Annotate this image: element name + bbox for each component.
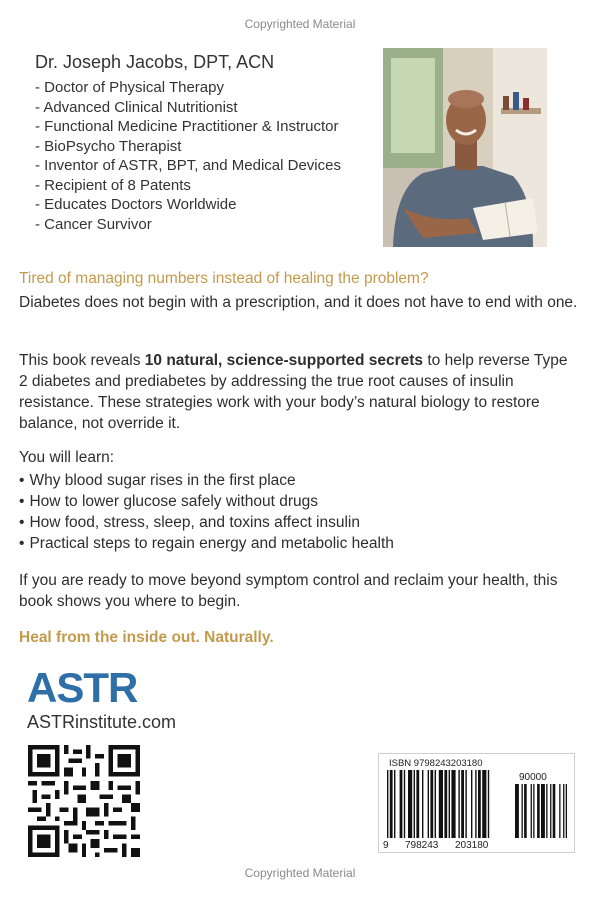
barcode-bar [451, 770, 455, 838]
intro-paragraph: Diabetes does not begin with a prescription, and it does not have to end with one. [19, 294, 578, 311]
learn-heading: You will learn: [19, 449, 115, 466]
credential-item: - Advanced Clinical Nutritionist [35, 98, 238, 116]
tagline: Heal from the inside out. Naturally. [19, 629, 274, 646]
barcode-bar [416, 770, 419, 838]
credentials-list [35, 78, 341, 234]
barcode-bar [515, 784, 519, 838]
barcode-bar [461, 770, 464, 838]
copyright-watermark-bottom: Copyrighted Material [244, 866, 356, 880]
barcode-bar [559, 784, 560, 838]
astr-logo: ASTR [27, 664, 138, 711]
credential-item: - Doctor of Physical Therapy [35, 79, 224, 96]
barcode-bar [478, 770, 481, 838]
isbn-label: ISBN 9798243203180 [389, 758, 483, 769]
credential-item: - BioPsycho Therapist [35, 137, 182, 155]
description-highlight: 10 natural, science-supported secrets [144, 352, 424, 369]
description-rest: to help reverse Type 2 diabetes and prediabetes by addressing the true root causes of insulin resistance. These strategies work with your body’s natural biology to restore balance, not override it. [19, 352, 568, 432]
barcode-bar [488, 770, 489, 838]
barcode-bar [522, 784, 523, 838]
credential-item: - Educates Doctors Worldwide [35, 196, 237, 213]
barcode-bar [537, 784, 540, 838]
barcode-bar [439, 770, 443, 838]
barcode-bar [400, 770, 403, 838]
learn-item: • Practical steps to regain energy and metabolic health [19, 533, 394, 554]
barcode-bar [458, 770, 459, 838]
barcode-bar [404, 770, 405, 838]
barcode-bar [465, 770, 466, 838]
isbn-barcode [378, 753, 575, 853]
barcode-bar [533, 784, 534, 838]
barcode-digits-left: 798243 [405, 840, 439, 851]
barcode-bar [471, 770, 472, 838]
barcode-bar [422, 770, 423, 838]
hook-question: Tired of managing numbers instead of healing the problem? [19, 270, 429, 287]
credential-item: - Inventor of ASTR, BPT, and Medical Devices [35, 157, 341, 174]
author-photo [383, 48, 547, 247]
barcode-bar [566, 784, 567, 838]
barcode-bar [435, 770, 436, 838]
barcode-bar [546, 784, 547, 838]
description-lead: This book reveals [19, 352, 145, 369]
barcode-bar [430, 770, 433, 838]
barcode-bar [387, 770, 388, 838]
website-url[interactable]: ASTRinstitute.com [27, 712, 177, 732]
learn-item: • How food, stress, sleep, and toxins affect insulin [19, 512, 394, 533]
barcode-bar [550, 784, 551, 838]
author-name: Dr. Joseph Jacobs, DPT, ACN [35, 52, 275, 72]
barcode-bar [408, 770, 412, 838]
price-code: 90000 [519, 772, 547, 783]
book-description [19, 350, 579, 434]
credential-item: - Recipient of 8 Patents [35, 176, 191, 194]
barcode-bar [531, 784, 532, 838]
barcode-bar [390, 770, 393, 838]
barcode-bar [444, 770, 447, 838]
barcode-bar [563, 784, 564, 838]
barcode-digits-right: 203180 [455, 840, 489, 851]
closing-paragraph: If you are ready to move beyond symptom control and reclaim your health, this book shows you where to begin. [19, 572, 558, 610]
barcode-digit: 9 [383, 840, 389, 851]
learn-list [19, 470, 394, 554]
learn-item: • Why blood sugar rises in the first place [19, 470, 394, 491]
copyright-watermark-top: Copyrighted Material [244, 17, 356, 31]
barcode-bar [449, 770, 450, 838]
barcode-bar [394, 770, 395, 838]
barcode-bar [414, 770, 415, 838]
barcode-bar [541, 784, 545, 838]
barcode-bar [475, 770, 476, 838]
barcode-bar [428, 770, 429, 838]
learn-item: • How to lower glucose safely without drugs [19, 491, 394, 512]
author-photo-illustration [383, 48, 547, 247]
credential-item: - Cancer Survivor [35, 215, 152, 233]
credential-item: - Functional Medicine Practitioner & Instructor [35, 118, 339, 135]
barcode-bar [553, 784, 556, 838]
qr-code[interactable] [28, 745, 140, 857]
barcode-bar [524, 784, 527, 838]
barcode-bar [482, 770, 486, 838]
